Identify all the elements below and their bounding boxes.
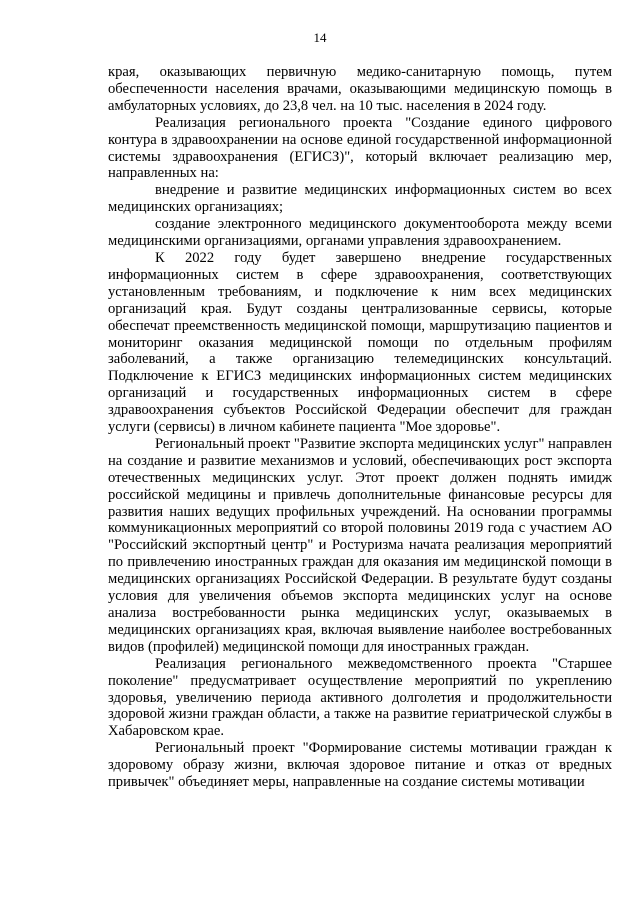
paragraph-2022-implementation: К 2022 году будет завершено внедрение государственных информационных систем в сфере здравоохранения, соответствующих установленным требованиям, и подключение к ним всех медицинских организаций края. Будут созданы централизованные сервисы, которые обеспечат преемственность медицинской помощи, маршрутизацию пациентов и мониторинг оказания медицинской помощи по отдельным профилям заболеваний, а также организацию телемедицинских консультаций. Подключение к ЕГИСЗ медицинских информационных систем медицинских организаций и государственных информационных систем в сфере здравоохранения субъектов Российской Федерации обеспечит для граждан услуги (сервисы) в личном кабинете пациента "Мое здоровье". xyxy=(108,249,612,436)
paragraph-healthy-lifestyle: Региональный проект "Формирование системы мотивации граждан к здоровому образу жизни, включая здоровое питание и отказ от вредных привычек" объединяет меры, направленные на создание системы мотивации xyxy=(108,740,612,791)
paragraph-measure-mis: внедрение и развитие медицинских информационных систем во всех медицинских организациях; xyxy=(108,182,612,216)
paragraph-older-generation: Реализация регионального межведомственного проекта "Старшее поколение" предусматривает осуществление мероприятий по укреплению здоровья, увеличению периода активного долголетия и продолжительности здоровой жизни граждан области, а также на развитие гериатрической службы в Хабаровском крае. xyxy=(108,655,612,740)
body-text xyxy=(108,64,612,791)
paragraph-measure-edoc: создание электронного медицинского документооборота между всеми медицинскими организациями, органами управления здравоохранением. xyxy=(108,216,612,250)
paragraph-continuation: края, оказывающих первичную медико-санитарную помощь, путем обеспеченности населения врачами, оказывающими медицинскую помощь в амбулаторных условиях, до 23,8 чел. на 10 тыс. населения в 2024 году. xyxy=(108,64,612,114)
paragraph-egisz-project: Реализация регионального проекта "Создание единого цифрового контура в здравоохранении на основе единой государственной информационной системы здравоохранения (ЕГИСЗ)", который включает реализацию мер, направленных на: xyxy=(108,114,612,182)
page-number: 14 xyxy=(313,30,327,45)
paragraph-export-project: Региональный проект "Развитие экспорта медицинских услуг" направлен на создание и развитие механизмов и условий, обеспечивающих рост экспорта отечественных медицинских услуг. Этот проект должен поднять имидж российской медицины и привлечь дополнительные финансовые ресурсы для развития наших ведущих профильных учреждений. На основании программы коммуникационных мероприятий со второй половины 2019 года с участием АО "Российский экспортный центр" и Ростуризма начата реализация мероприятий по привлечению иностранных граждан для оказания им медицинской помощи в медицинских организациях Российской Федерации. В результате будут созданы условия для увеличения объемов экспорта медицинских услуг на основе анализа востребованности рынка медицинских услуг, оказываемых в медицинских организациях края, включая выявление наиболее востребованных видов (профилей) медицинской помощи для иностранных граждан. xyxy=(108,435,612,655)
